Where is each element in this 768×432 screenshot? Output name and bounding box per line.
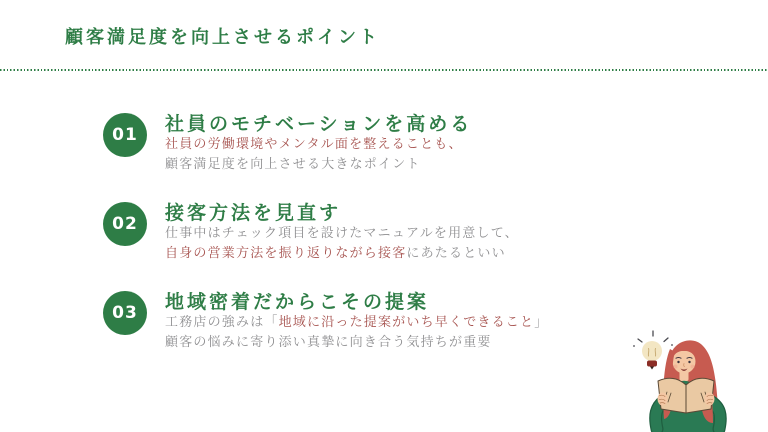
points-list [103, 113, 548, 353]
point-description-line [165, 135, 472, 155]
point-text-block [165, 113, 472, 175]
woman-idea-illustration [620, 315, 768, 432]
text-segment: にあたるといい [406, 246, 506, 261]
text-segment: 自身の営業方法を振り返りながら接客 [165, 246, 407, 261]
point-heading: 地域密着だからこその提案 [165, 291, 430, 313]
point-description-line [165, 313, 548, 333]
point-text-block [165, 291, 548, 353]
text-segment: 顧客の悩みに寄り添い真摯に向き合う気持ちが重要 [165, 335, 492, 350]
lightbulb-icon [642, 341, 662, 370]
point-description-line [165, 224, 519, 244]
point-item-01 [103, 113, 548, 175]
dotted-divider [0, 69, 768, 71]
point-heading: 社員のモチベーションを高める [165, 113, 473, 135]
point-text-block [165, 202, 519, 264]
point-number-badge: 02 [103, 202, 147, 246]
point-number-badge: 01 [103, 113, 147, 157]
point-description-line [165, 155, 472, 175]
text-segment: 地域に沿った提案がいち早くできること [278, 315, 535, 330]
text-segment: 工務店の強みは「 [165, 315, 279, 330]
text-segment: 」 [534, 315, 549, 330]
point-item-02 [103, 202, 548, 264]
point-item-03 [103, 291, 548, 353]
text-segment: 顧客満足度を向上させる大きなポイント [165, 157, 421, 172]
slide-title: 顧客満足度を向上させるポイント [65, 27, 380, 48]
point-description-line [165, 333, 548, 353]
point-description-line [165, 244, 519, 264]
point-number-badge: 03 [103, 291, 147, 335]
point-heading: 接客方法を見直す [165, 202, 342, 224]
text-segment: 仕事中はチェック項目を設けたマニュアルを用意して、 [165, 226, 519, 241]
text-segment: 社員の労働環境やメンタル面を整えることも、 [165, 137, 463, 152]
